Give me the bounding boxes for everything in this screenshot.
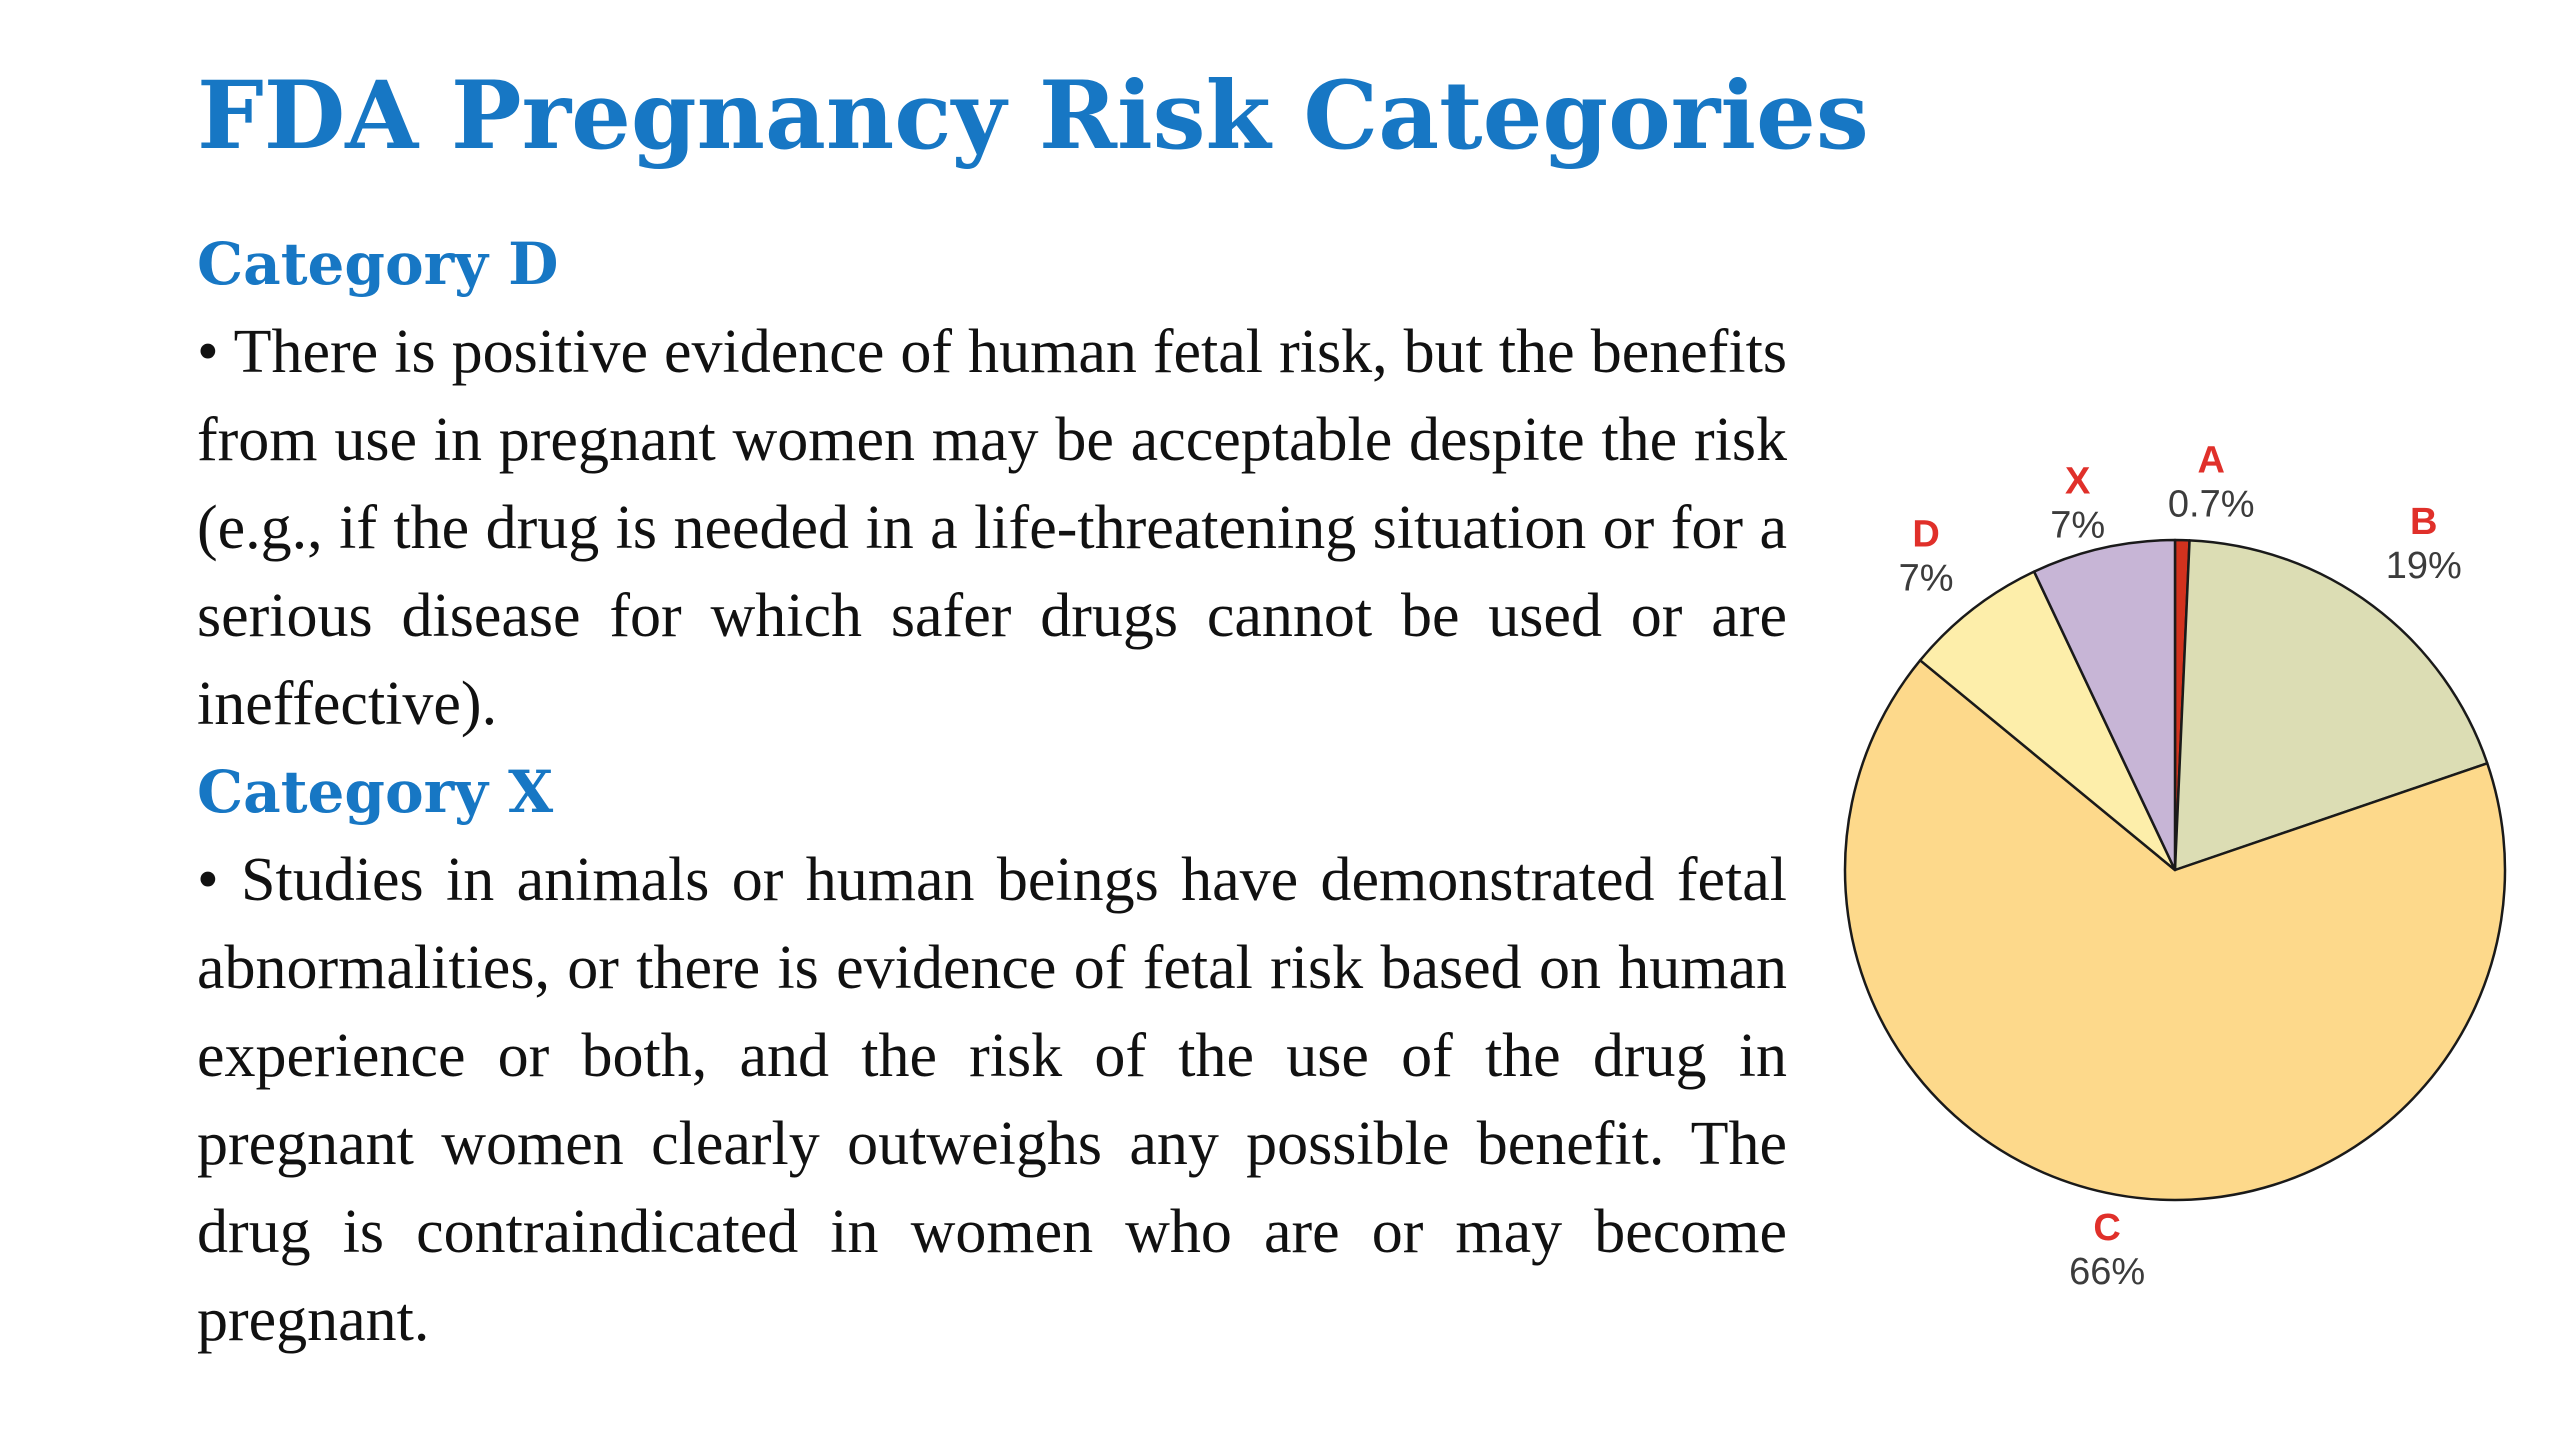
slice-label-d: D [1912,513,1940,556]
category-d-heading: Category D [197,230,559,298]
category-d-description: • There is positive evidence of human fetal risk, but the benefits from use in pregnant women may be acceptable despite the risk (e.g., if the drug is needed in a life-threatening situation or for a serious disease for which safer drugs cannot be used or are ineffective). [197,318,1787,738]
pie-slices [1845,540,2505,1200]
slice-label-a: A [2197,439,2225,482]
slice-label-c: C [2093,1206,2121,1249]
slice-label-b: B [2410,500,2438,543]
slice-pct-b: 19% [2385,544,2462,587]
slice-pct-a: 0.7% [2167,483,2255,526]
category-x-heading: Category X [197,758,554,826]
category-x-description: • Studies in animals or human beings have demonstrated fetal abnormalities, or there is evidence of fetal risk based on human experience or both, and the risk of the use of the drug in pregnant women clearly outweighs any possible benefit. The drug is contraindicated in women who are or may become pregnant. [197,846,1787,1354]
slide-title: FDA Pregnancy Risk Categories [197,61,1869,171]
slice-pct-c: 66% [2069,1250,2146,1293]
slice-pct-d: 7% [1898,557,1954,600]
slide-content [197,220,1787,1364]
pie-chart-svg [1820,360,2520,1340]
pie-chart [1820,360,2520,1340]
slice-pct-x: 7% [2050,504,2106,547]
slice-label-x: X [2065,460,2091,503]
